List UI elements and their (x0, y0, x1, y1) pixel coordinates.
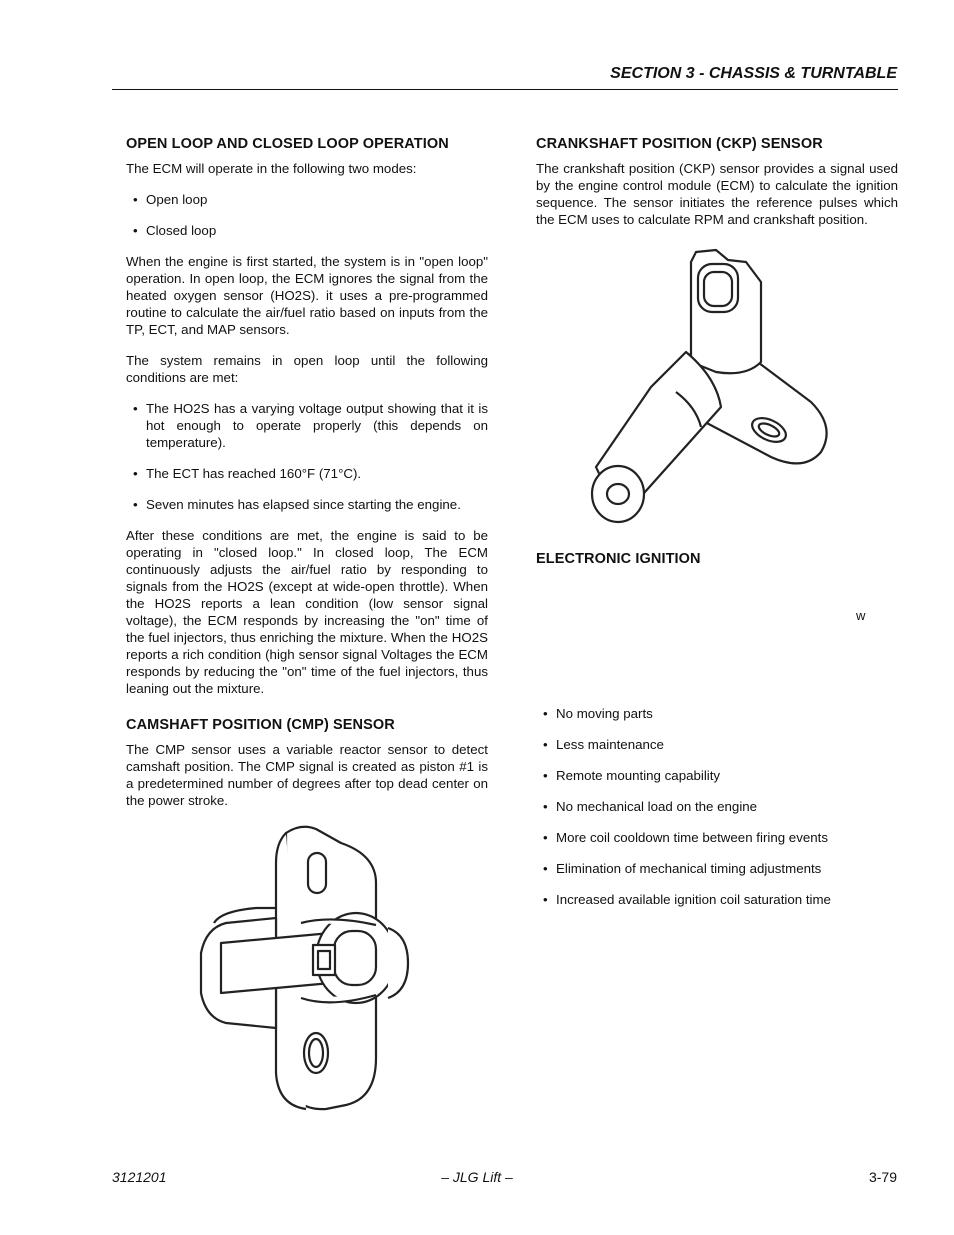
conditions-list (126, 400, 488, 513)
open-loop-paragraph: When the engine is first started, the system is in "open loop" operation. In open loop, the ECM ignores the signal from the heated oxygen sensor (HO2S). it uses a pre-programmed routine to calculate the air/fuel ratio based on inputs from the TP, ECT, and MAP sensors. (126, 254, 488, 337)
list-item: • The HO2S has a varying voltage output showing that it is hot enough to operate properly (this depends on temperature). (126, 400, 488, 451)
ckp-paragraph: The crankshaft position (CKP) sensor provides a signal used by the engine control module (ECM) to calculate the ignition sequence. The sensor initiates the reference pulses which the ECM uses to calculate RPM and crankshaft position. (536, 161, 898, 227)
footer-company: – JLG Lift – (441, 1169, 513, 1185)
list-item: • Closed loop (126, 222, 488, 239)
ckp-sensor-illustration (536, 242, 898, 537)
ignition-benefits-list (536, 705, 898, 908)
list-item: • The ECT has reached 160°F (71°C). (126, 465, 488, 482)
list-item: • No mechanical load on the engine (536, 798, 898, 815)
header-divider (112, 89, 898, 90)
cmp-heading: CAMSHAFT POSITION (CMP) SENSOR (126, 717, 395, 733)
open-loop-conditions-intro: The system remains in open loop until the following conditions are met: (126, 353, 488, 385)
list-item: • Open loop (126, 191, 488, 208)
list-item: • Remote mounting capability (536, 767, 898, 784)
open-loop-intro: The ECM will operate in the following two modes: (126, 161, 417, 176)
cmp-paragraph: The CMP sensor uses a variable reactor sensor to detect camshaft position. The CMP signal is created as piston #1 is a predetermined number of degrees after top dead center on the power stroke. (126, 742, 488, 808)
page-number: 3-79 (868, 1169, 897, 1185)
list-item: • Less maintenance (536, 736, 898, 753)
list-item: • Increased available ignition coil saturation time (536, 891, 898, 908)
closed-loop-paragraph: After these conditions are met, the engine is said to be operating in "closed loop." In closed loop, The ECM continuously adjusts the air/fuel ratio by responding to signals from the HO2S (except at wide-open throttle). When the HO2S reports a lean condition (low sensor signal voltage), the ECM responds by increasing the "on" time of the fuel injectors, thus enriching the mixture. When the HO2S reports a rich condition (high sensor signal Voltages the ECM responds by reducing the "on" time of the fuel injectors, thus leaning out the mixture. (126, 528, 488, 696)
electronic-ignition-heading: ELECTRONIC IGNITION (536, 551, 701, 567)
right-column (536, 136, 898, 922)
list-item: • Elimination of mechanical timing adjustments (536, 860, 898, 877)
list-item: • No moving parts (536, 705, 898, 722)
modes-list (126, 191, 488, 239)
stray-character: w (856, 608, 866, 623)
open-loop-heading: OPEN LOOP AND CLOSED LOOP OPERATION (126, 136, 449, 152)
left-column (126, 136, 488, 1123)
cmp-sensor-illustration (126, 823, 488, 1123)
list-item: • Seven minutes has elapsed since starting the engine. (126, 496, 488, 513)
ckp-heading: CRANKSHAFT POSITION (CKP) SENSOR (536, 136, 823, 152)
list-item: • More coil cooldown time between firing events (536, 829, 898, 846)
doc-number: 3121201 (112, 1169, 167, 1185)
section-title: SECTION 3 - CHASSIS & TURNTABLE (610, 65, 897, 82)
